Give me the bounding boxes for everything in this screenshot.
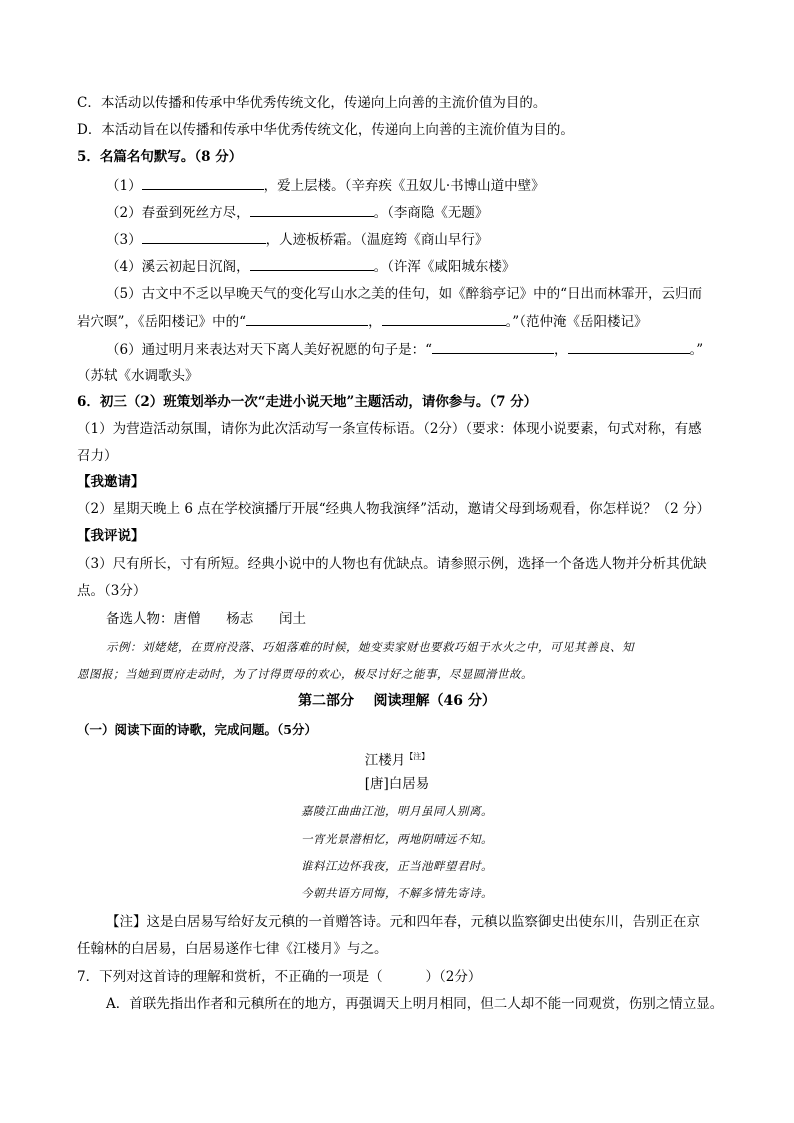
part2-subheading: （一）阅读下面的诗歌，完成问题。（5分） [77,722,317,737]
q5-title: 5．名篇名句默写。（8 分） [77,149,243,165]
answer-blank[interactable] [432,340,554,354]
poem-title-text: 江楼月 [364,752,406,769]
q5-item6 [106,340,703,359]
q7-stem: 7．下列对这首诗的理解和赏析，不正确的一项是（ ）（2分） [77,969,482,985]
answer-blank[interactable] [568,340,690,354]
comment-heading: 【我评说】 [77,528,145,544]
poem-note-line2: 任翰林的白居易，白居易遂作七律《江楼月》与之。 [77,941,388,957]
q5-item6-comma: ， [554,342,568,358]
answer-blank[interactable] [246,312,368,326]
poem-line: 今朝共语方同悔，不解多情先寄诗。 [301,886,493,900]
poem-author: [唐]白居易 [364,776,430,792]
poem-line: 嘉陵江曲曲江池，明月虽同人别离。 [301,804,493,818]
q5-item5-suffix: 。”（范仲淹《岳阳楼记》 [505,314,648,330]
q5-item4 [106,257,515,276]
invite-heading: 【我邀请】 [77,474,145,490]
q5-item2-suffix: 。（李商隐《无题》 [373,205,489,221]
q5-item2 [106,203,488,222]
poem-note-line1: 【注】这是白居易写给好友元稹的一首赠答诗。元和四年春，元稹以监察御史出使东川，告别正在京 [106,914,700,930]
q5-item6-source: （苏轼《水调歌头》 [77,368,199,384]
example-line1: 示例：刘姥姥，在贾府没落、巧姐落难的时候，她变卖家财也要救巧姐于水火之中，可见其善良、知 [106,640,634,654]
q5-item5-comma: ， [368,314,382,330]
q5-item6-prefix: （6）通过明月来表达对天下离人美好祝愿的句子是：“ [106,342,432,358]
q6-p1-line1: （1）为营造活动氛围，请你为此次活动写一条宣传标语。（2分）（要求：体现小说要素，句式对称，有感 [77,421,702,437]
q6-p3-line1: （3）尺有所长，寸有所短。经典小说中的人物也有优缺点。请参照示例，选择一个备选人物并分析其优缺 [77,556,707,572]
answer-blank[interactable] [382,312,506,326]
poem-line: 一宵光景潜相忆，两地阴晴远不知。 [301,832,493,846]
q5-item5-prefix: 岩穴暝”，《岳阳楼记》中的“ [77,314,247,330]
q5-item1-prefix: （1） [106,178,142,194]
q5-item6-suffix: 。” [689,342,704,358]
option-d: D．本活动旨在以传播和传承中华优秀传统文化，传递向上向善的主流价值为目的。 [77,122,574,138]
option-c: C．本活动以传播和传承中华优秀传统文化，传递向上向善的主流价值为目的。 [77,95,547,111]
q5-item4-prefix: （4）溪云初起日沉阁， [106,259,250,275]
q6-p2: （2）星期天晚上 6 点在学校演播厅开展“经典人物我演绎”活动，邀请父母到场观看，你怎样说？（2 分） [77,501,710,517]
answer-blank[interactable] [250,257,374,271]
q5-item1 [106,176,545,195]
q5-item4-suffix: 。（许浑《咸阳城东楼》 [373,259,516,275]
q5-item5-line2 [77,312,647,331]
candidate-characters: 备选人物：唐僧 杨志 闰土 [106,611,306,627]
poem-title [0,748,794,770]
q5-item3 [106,230,488,249]
q6-p1-line2: 召力） [77,448,118,464]
q5-item5-line1: （5）古文中不乏以早晚天气的变化写山水之美的佳句，如《醉翁亭记》中的“日出而林霏开，云归而 [106,286,702,302]
q6-p3-line2: 点。（3分） [77,583,147,599]
answer-blank[interactable] [142,176,264,190]
q7-option-a: A．首联先指出作者和元稹所在的地方，再强调天上明月相同，但二人却不能一同观赏，伤别之情立显。 [106,996,724,1012]
q5-item3-prefix: （3） [106,232,142,248]
poem-line: 谁料江边怀我夜，正当池畔望君时。 [301,859,493,873]
q5-item3-suffix: ，人迹板桥霜。（温庭筠《商山早行》 [265,232,489,248]
example-line2: 恩图报；当她到贾府走动时，为了讨得贾母的欢心，极尽讨好之能事，尽显圆滑世故。 [77,667,533,681]
part2-heading: 第二部分 阅读理解（46 分） [298,693,496,709]
q6-title: 6．初三（2）班策划举办一次“走进小说天地”主题活动，请你参与。（7 分） [77,394,538,410]
poem-note-mark: 【注】 [405,752,430,761]
q5-item1-suffix: ，爱上层楼。（辛弃疾《丑奴儿·书博山道中壁》 [263,178,545,194]
answer-blank[interactable] [142,230,266,244]
answer-blank[interactable] [250,203,374,217]
q5-item2-prefix: （2）春蚕到死丝方尽， [106,205,250,221]
